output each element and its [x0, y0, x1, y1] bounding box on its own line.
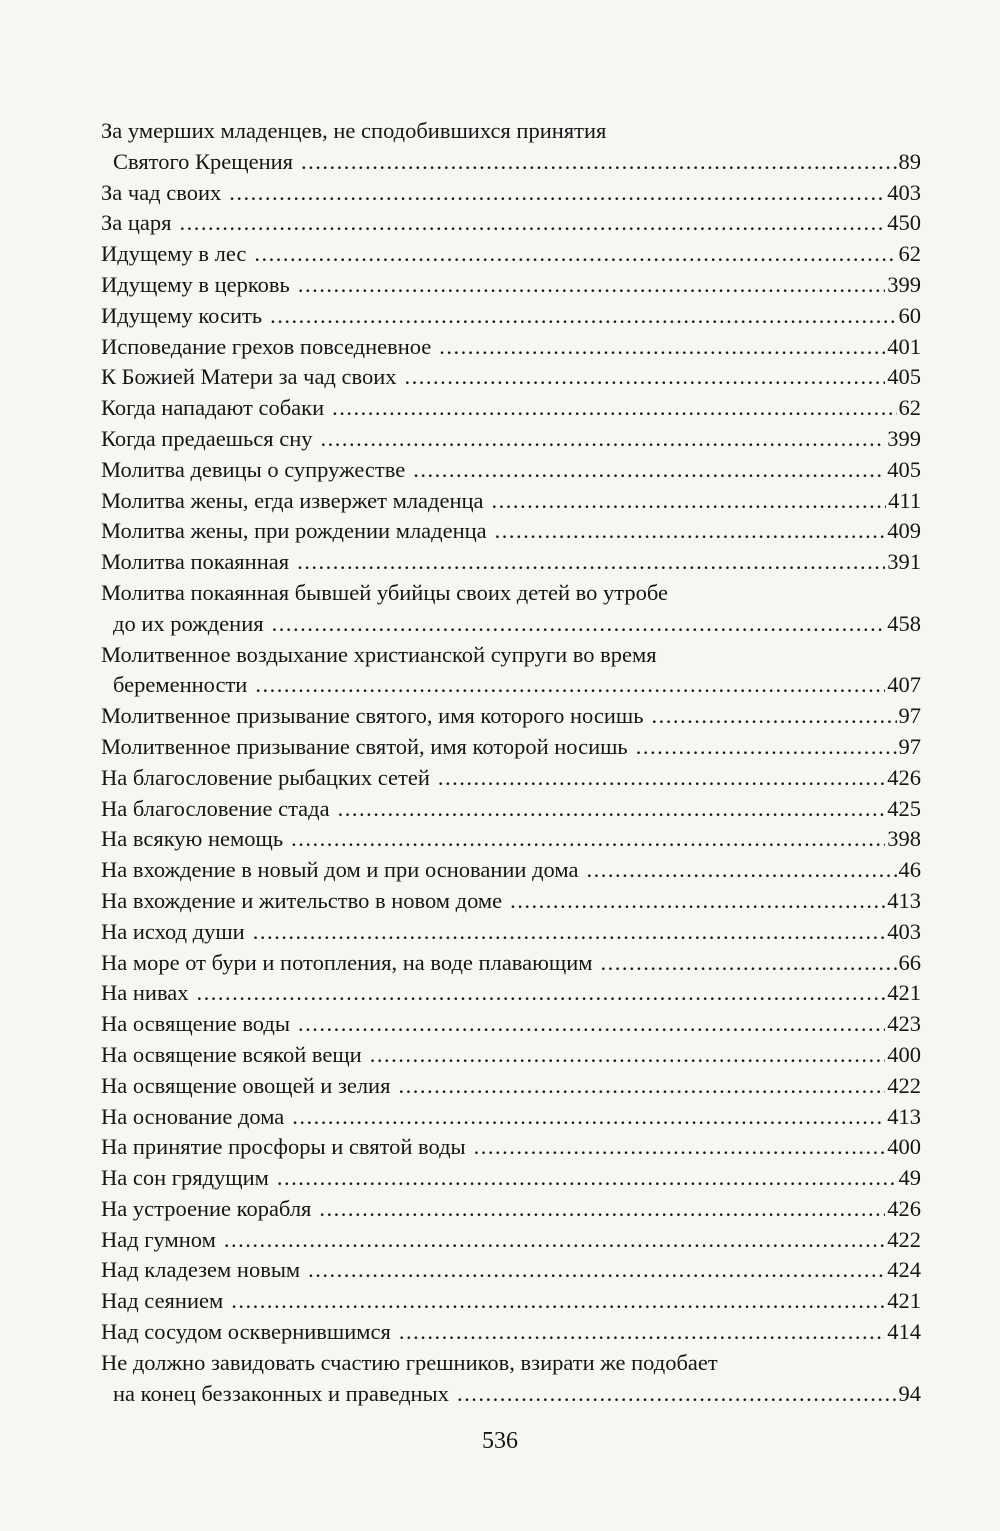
index-entry — [101, 1255, 921, 1286]
dot-leader — [321, 424, 886, 455]
index-entry — [101, 948, 921, 979]
index-entry — [101, 640, 921, 702]
dot-leader — [399, 1317, 885, 1348]
dot-leader — [231, 1286, 885, 1317]
entry-title-line — [101, 301, 921, 332]
dot-leader — [413, 455, 885, 486]
index-entry — [101, 1194, 921, 1225]
entry-title-line — [101, 516, 921, 547]
entry-title: Святого Крещения — [113, 148, 293, 174]
entry-title-line — [101, 855, 921, 886]
index-entry — [101, 1163, 921, 1194]
entry-title: Идущему косить — [101, 302, 263, 328]
entry-page-number: 426 — [887, 764, 921, 790]
entry-title-line — [101, 948, 921, 979]
dot-leader — [370, 1040, 886, 1071]
index-entry — [101, 547, 921, 578]
entry-title: Идущему в лес — [101, 241, 247, 267]
entry-title-line — [101, 1071, 921, 1102]
dot-leader — [601, 948, 897, 979]
entry-page-number: 422 — [887, 1226, 921, 1252]
entry-title-line — [101, 886, 921, 917]
dot-leader — [457, 1379, 897, 1410]
index-entry — [101, 424, 921, 455]
entry-title-line — [101, 116, 921, 147]
entry-title: На освящение всякой вещи — [101, 1041, 362, 1067]
entry-title: Идущему в церковь — [101, 271, 290, 297]
index-entry — [101, 516, 921, 547]
entry-title: На исход души — [101, 918, 245, 944]
entry-title: Молитва покаянная — [101, 549, 290, 575]
entry-page-number: 66 — [898, 949, 921, 975]
entry-page-number: 400 — [887, 1134, 921, 1160]
dot-leader — [338, 794, 886, 825]
index-entry — [101, 270, 921, 301]
index-entry — [101, 1286, 921, 1317]
index-entry — [101, 917, 921, 948]
entry-title: Молитвенное призывание святого, имя которого носишь — [101, 703, 644, 729]
entry-page-number: 97 — [898, 703, 921, 729]
entry-title: За чад своих — [101, 179, 222, 205]
entry-page-number: 423 — [887, 1011, 921, 1037]
dot-leader — [297, 547, 885, 578]
index-entry — [101, 1132, 921, 1163]
entry-title-line — [101, 332, 921, 363]
entry-title: На принятие просфоры и святой воды — [101, 1134, 466, 1160]
entry-page-number: 458 — [887, 610, 921, 636]
entry-title-line — [101, 1286, 921, 1317]
entry-page-number: 405 — [887, 364, 921, 390]
dot-leader — [651, 701, 896, 732]
dot-leader — [319, 1194, 885, 1225]
entry-title: до их рождения — [113, 610, 264, 636]
entry-title: Не должно завидовать счастию грешников, взирати же подобает — [101, 1349, 718, 1375]
dot-leader — [229, 178, 885, 209]
index-entry — [101, 1009, 921, 1040]
index-entry — [101, 393, 921, 424]
entry-page-number: 421 — [887, 980, 921, 1006]
entry-page-number: 414 — [887, 1319, 921, 1345]
index-entry — [101, 701, 921, 732]
entry-title-line — [101, 1225, 921, 1256]
entry-page-number: 62 — [898, 395, 921, 421]
entry-title: На вхождение в новый дом и при основании дома — [101, 857, 579, 883]
index-entry — [101, 362, 921, 393]
entry-page-number: 62 — [898, 241, 921, 267]
dot-leader — [291, 824, 885, 855]
dot-leader — [308, 1255, 885, 1286]
entry-title-line — [101, 208, 921, 239]
entry-page-number: 450 — [887, 210, 921, 236]
dot-leader — [180, 208, 886, 239]
entry-title: На освящение воды — [101, 1011, 290, 1037]
entry-page-number: 403 — [887, 918, 921, 944]
dot-leader — [272, 609, 886, 640]
entry-title: На благословение рыбацких сетей — [101, 764, 430, 790]
entry-title-line — [101, 239, 921, 270]
entry-title: Молитва девицы о супружестве — [101, 456, 406, 482]
entry-page-number: 426 — [887, 1195, 921, 1221]
entry-page-number: 94 — [898, 1380, 921, 1406]
entry-title-line — [101, 1348, 921, 1379]
dot-leader — [301, 147, 897, 178]
entry-page-number: 422 — [887, 1072, 921, 1098]
index-entry — [101, 1317, 921, 1348]
index-entry — [101, 116, 921, 178]
entry-title-line — [101, 732, 921, 763]
index-entry — [101, 732, 921, 763]
entry-title-continuation — [101, 1379, 921, 1410]
entry-title-line — [101, 1040, 921, 1071]
entry-title: Молитвенное призывание святой, имя которой носишь — [101, 733, 628, 759]
index-entry — [101, 455, 921, 486]
index-entry — [101, 855, 921, 886]
index-entry — [101, 978, 921, 1009]
entry-page-number: 409 — [887, 518, 921, 544]
entry-title: Молитва жены, егда извержет младенца — [101, 487, 484, 513]
entry-title: Над гумном — [101, 1226, 216, 1252]
index-entry — [101, 886, 921, 917]
dot-leader — [224, 1225, 885, 1256]
entry-title-line — [101, 1317, 921, 1348]
entry-title: На всякую немощь — [101, 826, 284, 852]
entry-title-continuation — [101, 147, 921, 178]
dot-leader — [474, 1132, 886, 1163]
dot-leader — [332, 393, 896, 424]
index-entry — [101, 1071, 921, 1102]
entry-title: Когда предаешься сну — [101, 425, 313, 451]
dot-leader — [405, 362, 886, 393]
dot-leader — [438, 763, 885, 794]
entry-page-number: 425 — [887, 795, 921, 821]
entry-title: Когда нападают собаки — [101, 395, 325, 421]
entry-page-number: 49 — [898, 1165, 921, 1191]
entry-title-line — [101, 763, 921, 794]
entry-title: Молитвенное воздыхание христианской супруги во время — [101, 641, 657, 667]
entry-title: На сон грядущим — [101, 1165, 269, 1191]
entry-title-line — [101, 270, 921, 301]
index-entry — [101, 794, 921, 825]
index-entry — [101, 178, 921, 209]
entry-title-line — [101, 640, 921, 671]
entry-page-number: 407 — [887, 672, 921, 698]
entry-page-number: 413 — [887, 887, 921, 913]
entry-title: Над сеянием — [101, 1288, 224, 1314]
dot-leader — [255, 670, 885, 701]
entry-title: На освящение овощей и зелия — [101, 1072, 391, 1098]
index-entry — [101, 1040, 921, 1071]
index-entry — [101, 239, 921, 270]
entry-page-number: 424 — [887, 1257, 921, 1283]
dot-leader — [254, 239, 896, 270]
entry-page-number: 405 — [887, 456, 921, 482]
dot-leader — [495, 516, 886, 547]
dot-leader — [292, 1102, 885, 1133]
entry-page-number: 413 — [887, 1103, 921, 1129]
entry-title-line — [101, 547, 921, 578]
entry-page-number: 400 — [887, 1041, 921, 1067]
index-entry — [101, 301, 921, 332]
entry-title-line — [101, 1194, 921, 1225]
entry-page-number: 399 — [887, 271, 921, 297]
entry-page-number: 403 — [887, 179, 921, 205]
entry-page-number: 97 — [898, 733, 921, 759]
entry-title-line — [101, 578, 921, 609]
entry-title: К Божией Матери за чад своих — [101, 364, 397, 390]
page-number: 536 — [482, 1428, 518, 1454]
entry-title-line — [101, 393, 921, 424]
index-entry — [101, 1348, 921, 1410]
entry-title-line — [101, 424, 921, 455]
index-entry — [101, 332, 921, 363]
entry-title: Молитва покаянная бывшей убийцы своих детей во утробе — [101, 579, 669, 605]
index-entry — [101, 1225, 921, 1256]
entry-title-line — [101, 1255, 921, 1286]
entry-title: На вхождение и жительство в новом доме — [101, 887, 503, 913]
dot-leader — [510, 886, 885, 917]
dot-leader — [439, 332, 885, 363]
entry-page-number: 60 — [898, 302, 921, 328]
index-entry — [101, 208, 921, 239]
entry-title: Над кладезем новым — [101, 1257, 301, 1283]
entry-title: Над сосудом осквернившимся — [101, 1319, 391, 1345]
dot-leader — [277, 1163, 897, 1194]
entry-title-line — [101, 1163, 921, 1194]
entry-page-number: 401 — [887, 333, 921, 359]
dot-leader — [298, 270, 885, 301]
entry-title: За умерших младенцев, не сподобившихся принятия — [101, 118, 607, 143]
entry-title-continuation — [101, 670, 921, 701]
index-entry — [101, 824, 921, 855]
entry-title: на конец беззаконных и праведных — [113, 1380, 449, 1406]
dot-leader — [298, 1009, 885, 1040]
entry-title-line — [101, 1009, 921, 1040]
dot-leader — [398, 1071, 885, 1102]
entry-page-number: 411 — [888, 487, 921, 513]
entry-title-line — [101, 362, 921, 393]
entry-page-number: 399 — [887, 425, 921, 451]
dot-leader — [197, 978, 886, 1009]
entry-title-line — [101, 917, 921, 948]
entry-title-line — [101, 1132, 921, 1163]
index-entry — [101, 763, 921, 794]
entry-page-number: 421 — [887, 1288, 921, 1314]
entry-page-number: 89 — [898, 148, 921, 174]
entry-title: Молитва жены, при рождении младенца — [101, 518, 487, 544]
index-entry — [101, 486, 921, 517]
entry-title: На море от бури и потопления, на воде плавающим — [101, 949, 593, 975]
entry-title: На благословение стада — [101, 795, 330, 821]
dot-leader — [492, 486, 887, 517]
dot-leader — [586, 855, 896, 886]
entry-title-line — [101, 178, 921, 209]
entry-title: беременности — [113, 672, 248, 698]
entry-title-line — [101, 455, 921, 486]
entry-title-line — [101, 824, 921, 855]
entry-title-line — [101, 701, 921, 732]
entry-title: За царя — [101, 210, 172, 236]
dot-leader — [636, 732, 897, 763]
entry-title-line — [101, 978, 921, 1009]
entry-title-line — [101, 794, 921, 825]
index-list — [101, 116, 921, 1409]
index-entry — [101, 578, 921, 640]
entry-title: На устроение корабля — [101, 1195, 312, 1221]
dot-leader — [270, 301, 896, 332]
entry-title: На нивах — [101, 980, 189, 1006]
entry-page-number: 391 — [887, 549, 921, 575]
entry-title: На основание дома — [101, 1103, 285, 1129]
entry-page-number: 398 — [887, 826, 921, 852]
index-entry — [101, 1102, 921, 1133]
entry-title-continuation — [101, 609, 921, 640]
entry-title-line — [101, 1102, 921, 1133]
entry-page-number: 46 — [898, 857, 921, 883]
entry-title: Исповедание грехов повседневное — [101, 333, 432, 359]
dot-leader — [253, 917, 886, 948]
entry-title-line — [101, 486, 921, 517]
